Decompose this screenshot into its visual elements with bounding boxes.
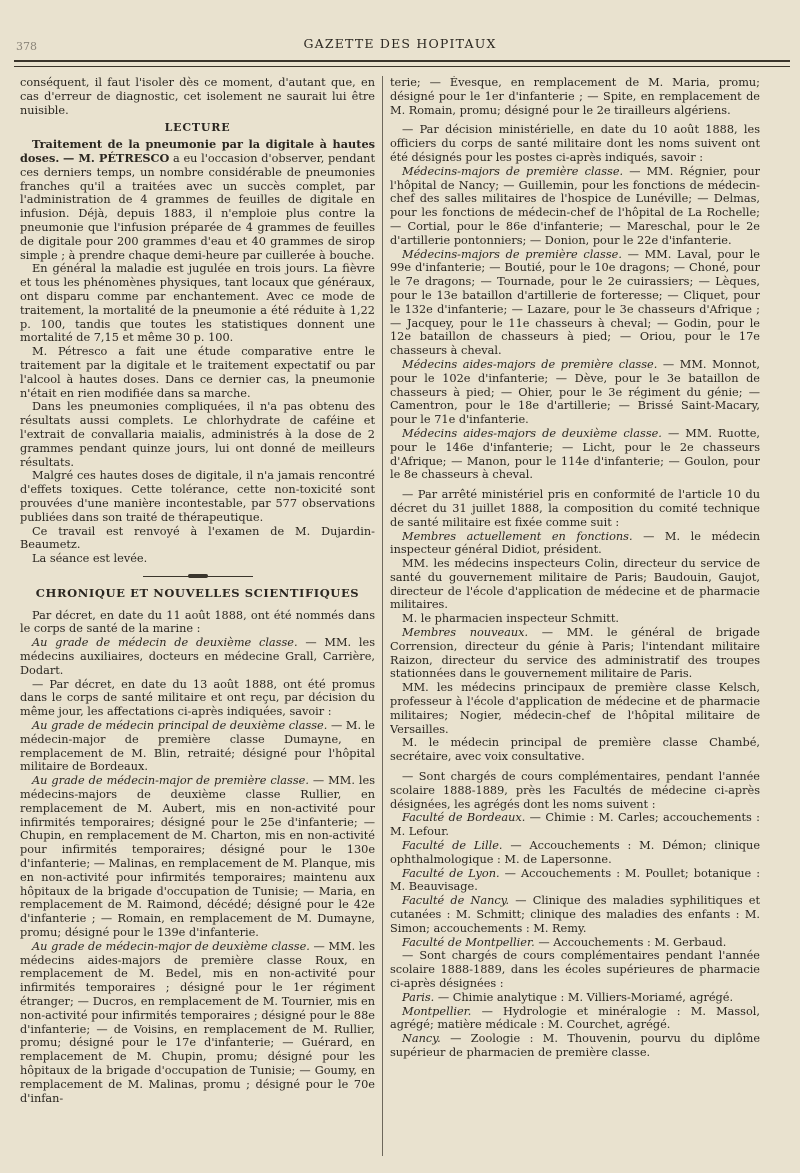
school-text: — Zoologie : M. Thouvenin, pourvu du diplôme supérieur de pharmacien de première classe. (390, 1032, 760, 1059)
chronique-paragraph-3: — Par décret, en date du 13 août 1888, ont été promus dans le corps de santé militaire et ont reçu, par décision du même jour, les affectations ci-après indiquées, savoir : (20, 677, 375, 719)
faculty-label: Faculté de Lille. (402, 839, 503, 853)
faculty-label: Faculté de Bordeaux. (402, 811, 526, 825)
right-paragraph-7: — Par arrêté ministériel pris en conformité de l'article 10 du décret du 31 juillet 1888, la composition du comité technique de santé militaire est fixée comme suit : (390, 488, 760, 529)
rank-label: Médecins aides-majors de deuxième classe. (402, 426, 662, 440)
right-paragraph-3 (390, 165, 760, 248)
right-paragraph-11 (390, 626, 760, 681)
running-head: GAZETTE DES HOPITAUX (303, 36, 497, 51)
school-label: Montpellier. (402, 1004, 472, 1018)
chronique-paragraph-1: Par décret, en date du 11 août 1888, ont été nommés dans le corps de santé de la marine : (20, 608, 375, 636)
right-paragraph-21 (390, 991, 760, 1005)
right-paragraph-19 (390, 936, 760, 950)
right-paragraph-8 (390, 530, 760, 558)
member-text: — MM. le général de brigade Corrension, directeur du génie à Paris; l'intendant militaire Raizon, directeur du service des administratif des troupes stationnées dans le gouvernement militaire de Paris. (390, 626, 760, 681)
pneumonie-text-1: a eu l'occasion d'observer, pendant ces derniers temps, un nombre considérable de pneumonies franches qu'il a traitées avec un succès complet, par l'administration de 4 grammes de feuilles de digitale en infusion. Déjà, depuis 1883, il n'emploie plus contre la pneumonie que l'infusion préparée de 4 grammes de feuilles de digitale pour 200 grammes d'eau et 40 grammes de sirop simple ; à prendre chaque demi-heure par cuillerée à bouche. (20, 151, 375, 262)
pneumonie-title: Traitement de la pneumonie par la digitale à hautes doses. (20, 137, 375, 165)
pneumonie-paragraph-4: Dans les pneumonies compliquées, il n'a pas obtenu des résultats aussi complets. Le chlorhydrate de caféine et l'extrait de convallaria maialis, administrés à la dose de 2 grammes pendant quinze jours, lui ont donné de meilleurs résultats. (20, 400, 375, 469)
right-paragraph-5 (390, 358, 760, 427)
left-column (20, 76, 375, 1166)
faculty-text: — Accouchements : M. Démon; clinique ophthalmologique : M. de Lapersonne. (390, 839, 760, 866)
grade-text: — MM. les médecins-majors de deuxième classe Rullier, en remplacement de M. Aubert, mis en non-activité pour infirmités temporaires; désigné pour le 25e d'infanterie; — Chupin, en remplacement de M. Charton, mis en non-activité pour infirmités temporaires; désigné pour le 130e d'infanterie; — Malinas, en remplacement de M. Planque, mis en non-activité pour infirmités temporaires; maintenu aux hôpitaux de la brigade d'occupation de Tunisie; — Maria, en remplacement de M. Raimond, décédé; désigné pour le 42e d'infanterie ; — Romain, en remplacement de M. Dumayne, promu; désigné pour le 139e d'infanterie. (20, 774, 375, 940)
column-divider (382, 76, 383, 1156)
right-paragraph-4 (390, 248, 760, 358)
pneumonie-paragraph-3: M. Pétresco a fait une étude comparative entre le traitement par la digitale et le traitement expectatif ou par l'alcool à hautes doses. Dans ce dernier cas, la pneumonie n'était en rien modifiée dans sa marche. (20, 345, 375, 400)
member-label: Membres actuellement en fonctions. (402, 529, 633, 543)
right-paragraph-2: — Par décision ministérielle, en date du 10 août 1888, les officiers du corps de santé militaire dont les noms suivent ont été désignés pour les postes ci-après indiqués, savoir : (390, 123, 760, 164)
pneumonie-author: — M. PÉTRESCO (63, 150, 170, 165)
grade-label: Au grade de médecin-major de deuxième classe. (32, 939, 310, 953)
chronique-heading: CHRONIQUE ET NOUVELLES SCIENTIFIQUES (35, 585, 360, 600)
right-paragraph-18 (390, 894, 760, 935)
right-paragraph-23 (390, 1032, 760, 1060)
pneumonie-paragraph-6: Ce travail est renvoyé à l'examen de M. Dujardin-Beaumetz. (20, 524, 375, 552)
chronique-paragraph-5 (20, 774, 375, 940)
chronique-paragraph-2 (20, 636, 375, 677)
faculty-label: Faculté de Lyon. (402, 866, 500, 880)
pneumonie-paragraph-5: Malgré ces hautes doses de digitale, il n'a jamais rencontré d'effets toxiques. Cette tolérance, cette non-toxicité sont prouvées d'une manière incontestable, par 577 observations publiées dans son traité de thérapeutique. (20, 469, 375, 524)
right-paragraph-12: MM. les médecins principaux de première classe Kelsch, professeur à l'école d'application de médecine et de pharmacie militaires; Nogier, médecin-chef de l'hôpital militaire de Versailles. (390, 681, 760, 736)
school-text: — Chimie analytique : M. Villiers-Moriamé, agrégé. (434, 990, 734, 1004)
grade-text: — M. le médecin-major de première classe Dumayne, en remplacement de M. Blin, retraité; désigné pour l'hôpital militaire de Bordeaux. (20, 719, 375, 774)
right-paragraph-16 (390, 839, 760, 867)
right-column (390, 76, 760, 1166)
separator-ornament (188, 574, 208, 578)
section-separator (143, 576, 253, 577)
right-paragraph-1: terie; — Évesque, en remplacement de M. Maria, promu; désigné pour le 1er d'infanterie ; — Spite, en remplacement de M. Romain, promu; désigné pour le 2e tirailleurs algériens. (390, 76, 760, 117)
faculty-text: — Accouchements : M. Gerbaud. (534, 935, 727, 949)
school-label: Nancy. (402, 1032, 441, 1046)
grade-label: Au grade de médecin principal de deuxième classe. (32, 719, 328, 733)
right-paragraph-17 (390, 867, 760, 895)
faculty-text: — Clinique des maladies syphilitiques et cutanées : M. Schmitt; clinique des maladies des enfants : M. Simon; accouchements : M. Remy. (390, 894, 760, 935)
grade-label: Au grade de médecin-major de première classe. (32, 774, 309, 788)
rank-label: Médecins-majors de première classe. (402, 247, 622, 261)
right-paragraph-9: MM. les médecins inspecteurs Colin, directeur du service de santé du gouvernement militaire de Paris; Baudouin, Gaujot, directeur de l'école d'application de médecine et de pharmacie militaires. (390, 557, 760, 612)
rank-text: — MM. Ruotte, pour le 146e d'infanterie; — Licht, pour le 2e chasseurs d'Afrique; — Manon, pour le 114e d'infanterie; — Goulon, pour le 8e chasseurs à cheval. (390, 426, 760, 482)
right-paragraph-6 (390, 427, 760, 482)
rank-text: — MM. Régnier, pour l'hôpital de Nancy; — Guillemin, pour les fonctions de médecin-chef des salles militaires de l'hospice de Lunéville; — Delmas, pour les fonctions de médecin-chef de l'hôpital de La Rochelle; — Cortial, pour le 86e d'infanterie; — Mareschal, pour le 2e d'artillerie pontonniers; — Donion, pour le 22e d'infanterie. (390, 164, 760, 247)
intro-paragraph: conséquent, il faut l'isoler dès ce moment, d'autant que, en cas d'erreur de diagnostic, cet isolement ne saurait lui être nuisible. (20, 76, 375, 117)
school-label: Paris. (402, 990, 435, 1004)
pneumonie-paragraph-1 (20, 138, 375, 262)
rank-text: — MM. Laval, pour le 99e d'infanterie; — Boutié, pour le 10e dragons; — Choné, pour le 7e dragons; — Tournade, pour le 2e cuirassiers; — Lèques, pour le 13e bataillon d'artillerie de forteresse; — Cliquet, pour le 132e d'infanterie; — Lazare, pour le 3e chasseurs d'Afrique ; — Jacquey, pour le 11e chasseurs à cheval; — Godin, pour le 12e bataillon de chasseurs à pied; — Oriou, pour le 17e chasseurs à cheval. (390, 247, 760, 358)
grade-text: — MM. les médecins auxiliaires, docteurs en médecine Grall, Carrière, Dodart. (20, 636, 375, 677)
grade-label: Au grade de médecin de deuxième classe. (32, 636, 298, 650)
faculty-text: — Accouchements : M. Poullet; botanique : M. Beauvisage. (390, 866, 760, 894)
member-text: — M. le médecin inspecteur général Didiot, président. (390, 529, 760, 557)
school-text: — Hydrologie et minéralogie : M. Massol, agrégé; matière médicale : M. Courchet, agrégé. (390, 1004, 760, 1032)
chronique-paragraph-6 (20, 940, 375, 1106)
faculty-label: Faculté de Montpellier. (402, 935, 535, 949)
rank-text: — MM. Monnot, pour le 102e d'infanterie; — Dève, pour le 3e bataillon de chasseurs à pied; — Ohier, pour le 3e régiment du génie; — Camentron, pour le 18e d'artillerie; — Brissé Saint-Macary, pour le 71e d'infanterie. (390, 357, 760, 427)
right-paragraph-10: M. le pharmacien inspecteur Schmitt. (402, 612, 619, 626)
lecture-heading: LECTURE (164, 121, 231, 135)
page-number: 378 (16, 40, 37, 53)
pneumonie-paragraph-2: En général la maladie est jugulée en trois jours. La fièvre et tous les phénomènes physiques, tant locaux que généraux, ont disparu comme par enchantement. Avec ce mode de traitement, la mortalité de la pneumonie a été réduite à 1,22 p. 100, tandis que toutes les statistiques donnent une mortalité de 7,15 et même 30 p. 100. (20, 262, 375, 345)
right-paragraph-20: — Sont chargés de cours complémentaires pendant l'année scolaire 1888-1889, dans les écoles supérieures de pharmacie ci-après désignées : (390, 949, 760, 990)
grade-text: — MM. les médecins aides-majors de première classe Roux, en remplacement de M. Bedel, mis en non-activité pour infirmités temporaires ; désigné pour le 1er régiment étranger; — Ducros, en remplacement de M. Tournier, mis en non-activité pour infirmités temporaires ; désigné pour le 88e d'infanterie; — de Voisins, en remplacement de M. Rullier, promu; désigné pour le 17e d'infanterie; — Guérard, en remplacement de M. Chupin, promu; désigné pour les hôpitaux de la brigade d'occupation de Tunisie; — Goumy, en remplacement de M. Malinas, promu ; désigné pour le 70e d'infan- (20, 939, 375, 1105)
header-rule-thick (14, 60, 790, 62)
right-paragraph-14: — Sont chargés de cours complémentaires, pendant l'année scolaire 1888-1889, près les Facultés de médecine ci-après désignées, les agrégés dont les noms suivent : (390, 770, 760, 811)
member-label: Membres nouveaux. (402, 626, 529, 640)
faculty-text: — Chimie : M. Carles; accouchements : M. Lefour. (390, 811, 760, 839)
chronique-paragraph-4 (20, 719, 375, 774)
rank-label: Médecins-majors de première classe. (402, 164, 624, 178)
faculty-label: Faculté de Nancy. (402, 894, 510, 908)
header-rule-thin (14, 66, 790, 67)
seance-levee: La séance est levée. (32, 552, 148, 566)
right-paragraph-22 (390, 1005, 760, 1033)
right-paragraph-15 (390, 811, 760, 839)
right-paragraph-13: M. le médecin principal de première classe Chambé, secrétaire, avec voix consultative. (390, 736, 760, 764)
rank-label: Médecins aides-majors de première classe. (402, 357, 658, 371)
